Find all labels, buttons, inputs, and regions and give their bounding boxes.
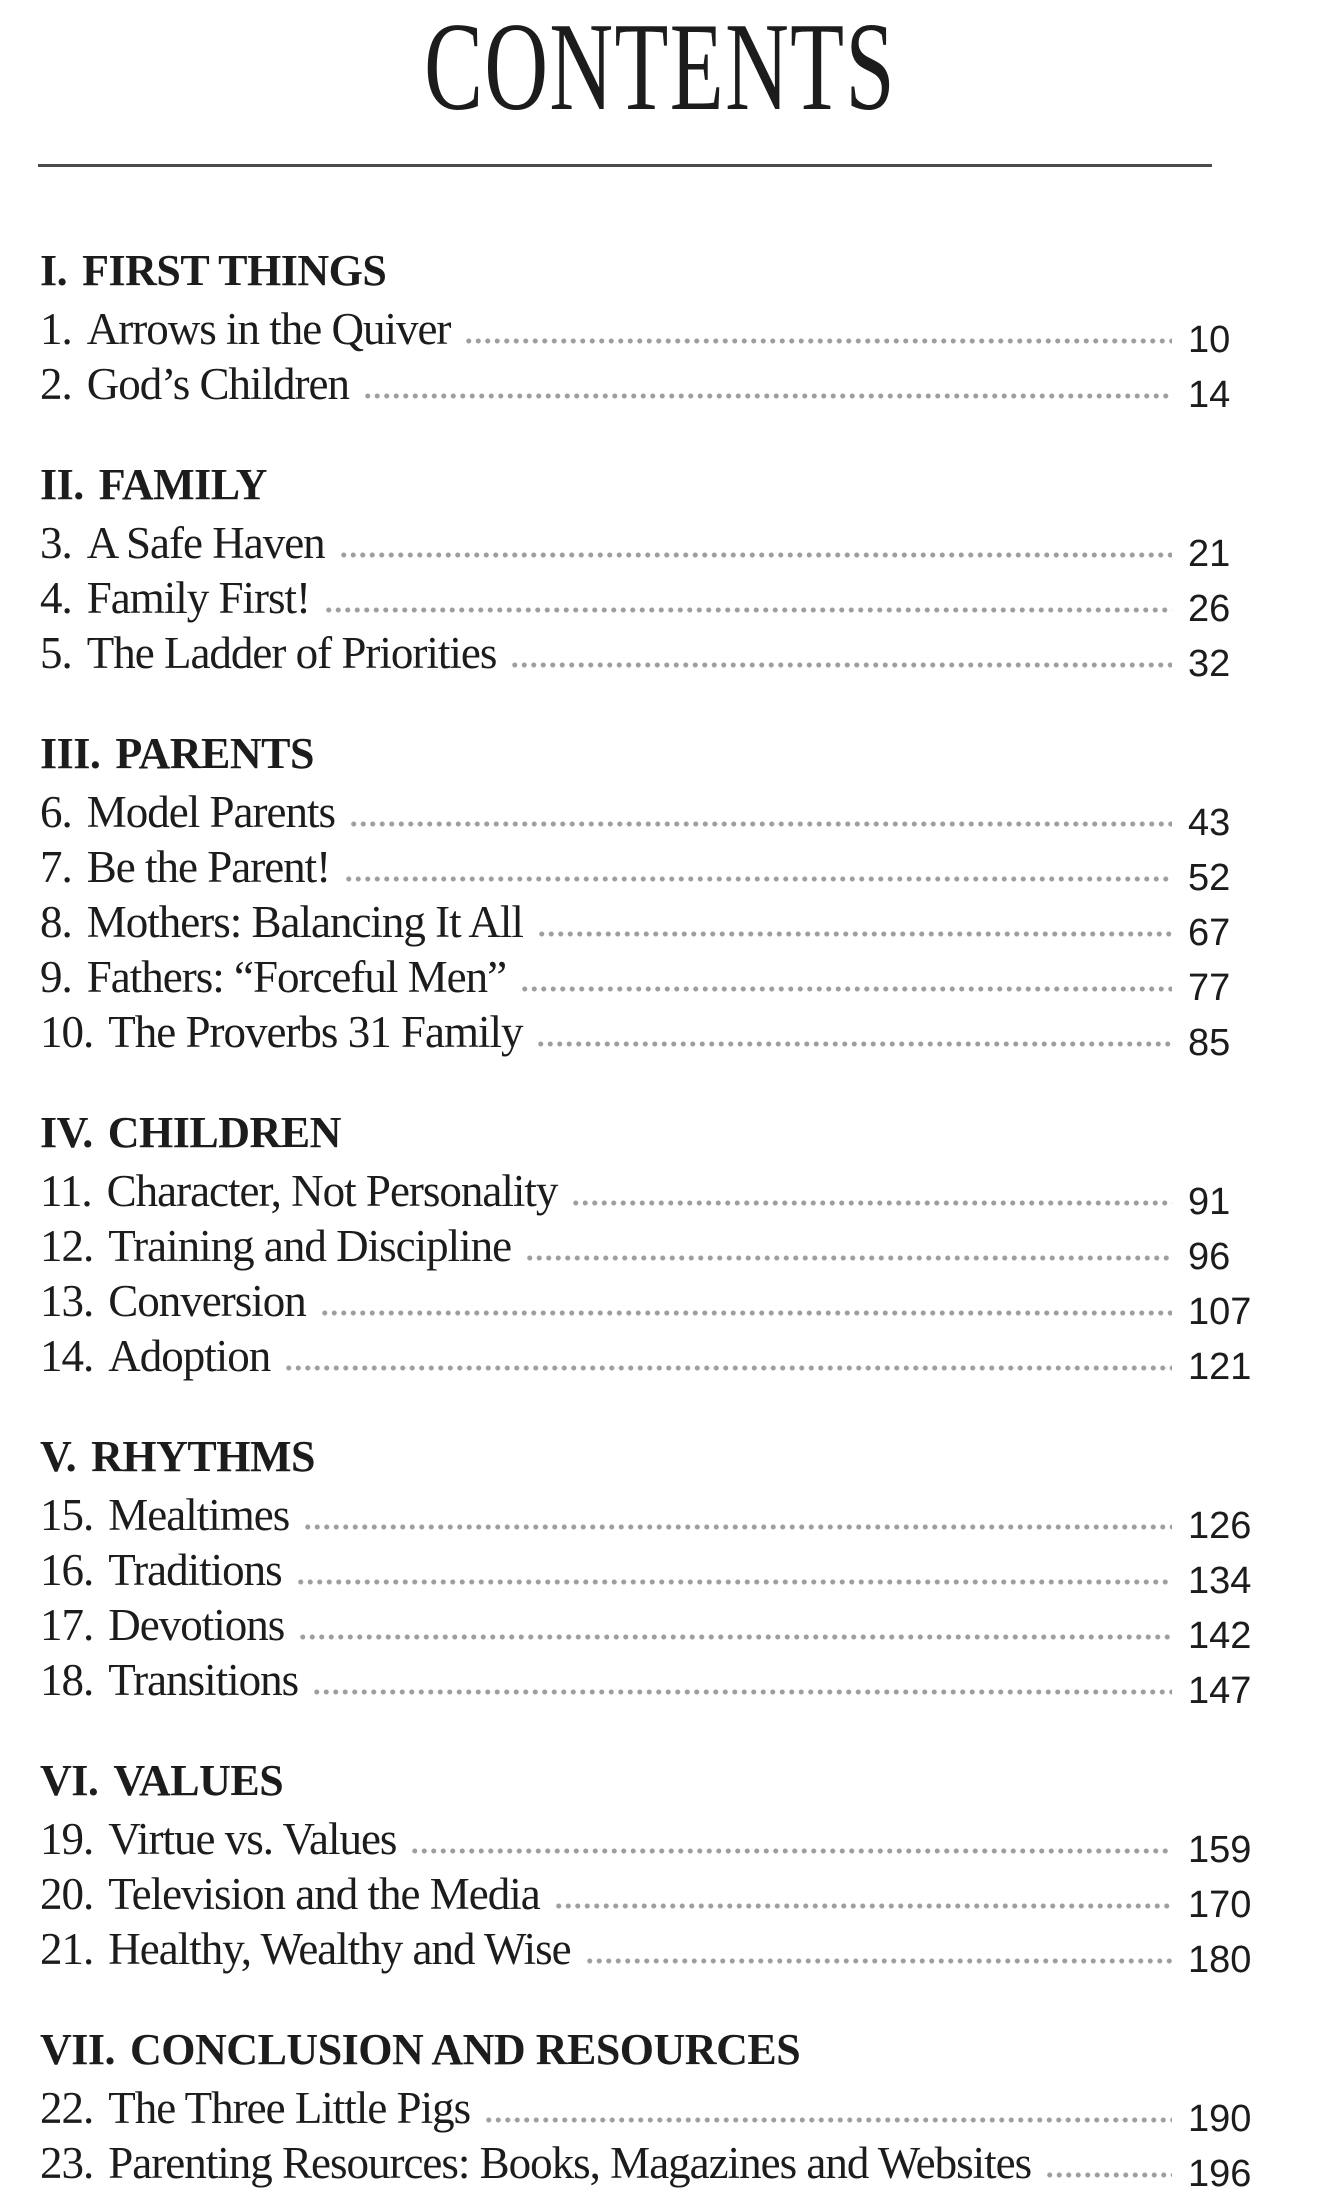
section-entries	[40, 1165, 1280, 1388]
chapter-title: The Proverbs 31 Family	[108, 1007, 523, 1057]
page-number: 107	[1188, 1291, 1252, 1333]
section-numeral: II.	[40, 460, 84, 509]
section-numeral: VII.	[40, 2025, 116, 2074]
chapter-number: 14.	[40, 1331, 94, 1381]
page-number: 21	[1188, 533, 1231, 575]
chapter-number: 22.	[40, 2083, 94, 2133]
dot-leader	[320, 1310, 1172, 1316]
toc-section	[40, 1431, 1280, 1712]
dot-leader	[554, 1903, 1172, 1909]
toc-section	[40, 1755, 1280, 1981]
section-heading	[40, 459, 1280, 511]
dot-leader	[484, 2117, 1172, 2123]
section-entries	[40, 517, 1280, 685]
chapter-number: 11.	[40, 1166, 92, 1216]
dot-leader	[339, 552, 1172, 558]
chapter-title: Transitions	[108, 1655, 299, 1705]
dot-leader	[303, 1524, 1172, 1530]
chapter-title: Be the Parent!	[86, 842, 331, 892]
section-title: FAMILY	[98, 460, 267, 509]
dot-leader	[585, 1958, 1172, 1964]
chapter-title: Devotions	[108, 1600, 285, 1650]
toc-section	[40, 245, 1280, 416]
section-entries	[40, 1489, 1280, 1712]
section-numeral: V.	[40, 1432, 77, 1481]
chapter-title: Traditions	[108, 1545, 282, 1595]
section-heading	[40, 2024, 1280, 2076]
toc-entry	[40, 1868, 1280, 1926]
chapter-title: Family First!	[86, 573, 311, 623]
section-heading	[40, 245, 1280, 297]
dot-leader	[571, 1200, 1172, 1206]
toc-entry	[40, 1165, 1280, 1223]
chapter-title: God’s Children	[86, 359, 349, 409]
section-heading	[40, 1107, 1280, 1159]
section-entries	[40, 1813, 1280, 1981]
section-entries	[40, 2082, 1280, 2195]
chapter-number: 10.	[40, 1007, 94, 1057]
dot-leader	[349, 821, 1172, 827]
dot-leader	[284, 1365, 1172, 1371]
page-title-wrap	[40, 0, 1280, 137]
section-title: RHYTHMS	[91, 1432, 315, 1481]
dot-leader	[1045, 2172, 1172, 2178]
page-number: 26	[1188, 588, 1231, 630]
dot-leader	[324, 607, 1172, 613]
chapter-title: Arrows in the Quiver	[86, 304, 451, 354]
chapter-title: Model Parents	[86, 787, 335, 837]
chapter-number: 8.	[40, 897, 72, 947]
chapter-title: Adoption	[108, 1331, 271, 1381]
dot-leader	[510, 662, 1172, 668]
section-heading	[40, 1431, 1280, 1483]
dot-leader	[410, 1848, 1172, 1854]
chapter-title: Parenting Resources: Books, Magazines and Websites	[108, 2138, 1032, 2188]
toc-entry	[40, 517, 1280, 575]
chapter-number: 6.	[40, 787, 72, 837]
page-number: 196	[1188, 2153, 1252, 2195]
page-number: 14	[1188, 374, 1231, 416]
toc-entry	[40, 2137, 1280, 2195]
toc-entry	[40, 1275, 1280, 1333]
dot-leader	[536, 1041, 1172, 1047]
chapter-title: The Three Little Pigs	[108, 2083, 471, 2133]
toc-entry	[40, 951, 1280, 1009]
page-number: 43	[1188, 802, 1231, 844]
section-title: PARENTS	[115, 729, 314, 778]
title-rule	[38, 164, 1212, 167]
section-entries	[40, 786, 1280, 1064]
toc-entry	[40, 786, 1280, 844]
toc-entry	[40, 627, 1280, 685]
chapter-title: Conversion	[108, 1276, 306, 1326]
chapter-number: 2.	[40, 359, 72, 409]
dot-leader	[525, 1255, 1172, 1261]
toc-section	[40, 459, 1280, 685]
section-title: FIRST THINGS	[82, 246, 387, 295]
chapter-number: 19.	[40, 1814, 94, 1864]
chapter-title: Fathers: “Forceful Men”	[86, 952, 507, 1002]
page-number: 32	[1188, 643, 1231, 685]
chapter-title: Television and the Media	[108, 1869, 540, 1919]
chapter-number: 17.	[40, 1600, 94, 1650]
page-number: 180	[1188, 1939, 1252, 1981]
page-number: 147	[1188, 1670, 1252, 1712]
section-numeral: IV.	[40, 1108, 93, 1157]
toc-entry	[40, 841, 1280, 899]
page-number: 142	[1188, 1615, 1252, 1657]
chapter-title: Training and Discipline	[108, 1221, 512, 1271]
dot-leader	[537, 931, 1172, 937]
table-of-contents	[40, 245, 1280, 2195]
chapter-number: 3.	[40, 518, 72, 568]
page-number: 159	[1188, 1829, 1252, 1871]
chapter-number: 1.	[40, 304, 72, 354]
toc-section	[40, 728, 1280, 1064]
section-numeral: VI.	[40, 1756, 99, 1805]
toc-entry	[40, 896, 1280, 954]
dot-leader	[363, 393, 1172, 399]
chapter-title: A Safe Haven	[86, 518, 325, 568]
page-number: 170	[1188, 1884, 1252, 1926]
toc-entry	[40, 1654, 1280, 1712]
toc-entry	[40, 1330, 1280, 1388]
chapter-number: 9.	[40, 952, 72, 1002]
toc-entry	[40, 1220, 1280, 1278]
toc-entry	[40, 1006, 1280, 1064]
toc-entry	[40, 1923, 1280, 1981]
toc-entry	[40, 1599, 1280, 1657]
toc-section	[40, 2024, 1280, 2195]
chapter-number: 12.	[40, 1221, 94, 1271]
section-numeral: I.	[40, 246, 68, 295]
section-heading	[40, 1755, 1280, 1807]
chapter-number: 5.	[40, 628, 72, 678]
chapter-number: 18.	[40, 1655, 94, 1705]
toc-entry	[40, 303, 1280, 361]
chapter-title: The Ladder of Priorities	[86, 628, 497, 678]
chapter-number: 4.	[40, 573, 72, 623]
page-number: 91	[1188, 1181, 1231, 1223]
dot-leader	[296, 1579, 1172, 1585]
page-number: 10	[1188, 319, 1231, 361]
chapter-number: 23.	[40, 2138, 94, 2188]
chapter-title: Virtue vs. Values	[108, 1814, 397, 1864]
chapter-number: 21.	[40, 1924, 94, 1974]
chapter-number: 16.	[40, 1545, 94, 1595]
page-number: 96	[1188, 1236, 1231, 1278]
toc-entry	[40, 572, 1280, 630]
page-number: 67	[1188, 912, 1231, 954]
page-number: 85	[1188, 1022, 1231, 1064]
toc-section	[40, 1107, 1280, 1388]
section-title: VALUES	[113, 1756, 284, 1805]
chapter-number: 15.	[40, 1490, 94, 1540]
chapter-number: 13.	[40, 1276, 94, 1326]
page-number: 126	[1188, 1505, 1252, 1547]
toc-entry	[40, 1813, 1280, 1871]
toc-entry	[40, 1489, 1280, 1547]
dot-leader	[520, 986, 1172, 992]
chapter-number: 7.	[40, 842, 72, 892]
section-title: CONCLUSION AND RESOURCES	[130, 2025, 801, 2074]
dot-leader	[344, 876, 1172, 882]
dot-leader	[312, 1689, 1172, 1695]
chapter-number: 20.	[40, 1869, 94, 1919]
toc-entry	[40, 2082, 1280, 2140]
toc-entry	[40, 1544, 1280, 1602]
dot-leader	[298, 1634, 1172, 1640]
page-title: CONTENTS	[424, 0, 896, 137]
page-number: 121	[1188, 1346, 1252, 1388]
section-heading	[40, 728, 1280, 780]
section-numeral: III.	[40, 729, 101, 778]
chapter-title: Mealtimes	[108, 1490, 290, 1540]
section-title: CHILDREN	[107, 1108, 341, 1157]
chapter-title: Healthy, Wealthy and Wise	[108, 1924, 571, 1974]
section-entries	[40, 303, 1280, 416]
page-number: 52	[1188, 857, 1231, 899]
toc-entry	[40, 358, 1280, 416]
page-number: 77	[1188, 967, 1231, 1009]
page-number: 190	[1188, 2098, 1252, 2140]
page-number: 134	[1188, 1560, 1252, 1602]
dot-leader	[464, 338, 1172, 344]
chapter-title: Mothers: Balancing It All	[86, 897, 523, 947]
chapter-title: Character, Not Personality	[106, 1166, 558, 1216]
